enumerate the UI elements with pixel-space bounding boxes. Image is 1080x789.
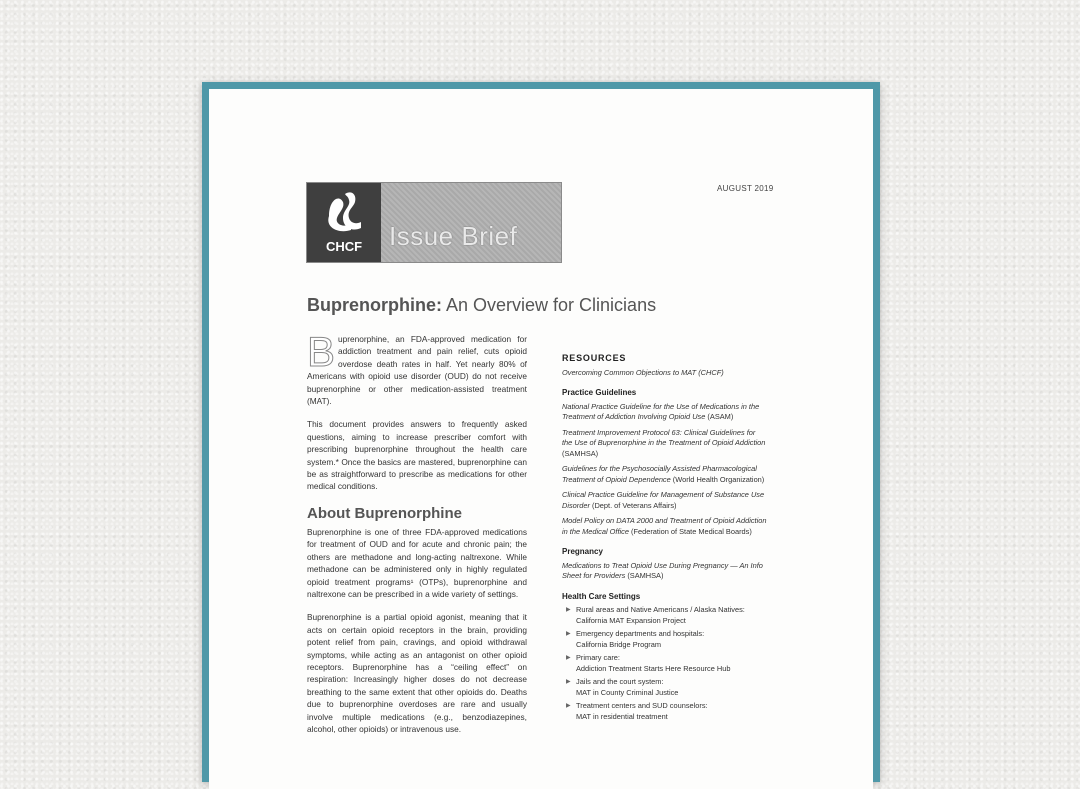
document-title [307,295,656,316]
setting-label: Primary care: [576,653,620,662]
setting-label: Treatment centers and SUD counselors: [576,701,708,710]
pregnancy-source: (SAMHSA) [625,571,664,580]
setting-resource: California Bridge Program [576,639,662,649]
settings-item[interactable] [562,677,767,698]
triangle-bullet-icon: ▶ [566,703,571,709]
section-heading: About Buprenorphine [307,504,462,522]
title-rest: An Overview for Clinicians [442,295,657,315]
practice-guidelines-heading: Practice Guidelines [562,388,637,397]
document-frame [202,82,880,782]
document-page [209,89,873,789]
guideline-item[interactable] [562,516,767,537]
triangle-bullet-icon: ▶ [566,679,571,685]
setting-resource: California MAT Expansion Project [576,615,686,625]
guideline-item[interactable] [562,428,767,460]
intro-text: uprenorphine, an FDA-approved medication for addiction treatment and pain relief, cuts opioid overdose death rates in half. Yet nearly 80% of Americans with opioid use disorder (OUD) do not receive buprenorphine or other medication-assisted treatment (MAT). [307,334,527,407]
chcf-logo-icon [321,188,367,234]
guideline-item[interactable] [562,402,767,423]
triangle-bullet-icon: ▶ [566,631,571,637]
purpose-paragraph: This document provides answers to frequently asked questions, aiming to increase prescriber comfort with prescribing buprenorphine throughout the health care system.* Once the basics are mastered, buprenorphine can be as straightforward to prescribe as medications for other medical conditions. [307,419,527,492]
settings-item[interactable] [562,605,767,626]
resource-intro: Overcoming Common Objections to MAT (CHCF) [562,367,724,377]
about-paragraph-2: Buprenorphine is a partial opioid agonist, meaning that it acts on certain opioid receptors in the brain, providing potent relief from pain, cravings, and opioid withdrawal symptoms, while acting as an antagonist on other opioid receptors. Buprenorphine has a “ceiling effect” on respiration: Increasingly higher doses do not decrease breathing to the same extent that other opioids do. Deaths due to buprenorphine overdoses are rare and usually involve multiple medications (e.g., benzodiazepines, alcohol, other opioids) or intravenous use. [307,612,527,734]
pregnancy-item[interactable] [562,561,767,582]
guideline-title: National Practice Guideline for the Use of Medications in the Treatment of Addiction Involving Opioid Use [562,401,760,421]
guideline-title: Guidelines for the Psychosocially Assisted Pharmacological Treatment of Opioid Dependence [562,464,757,484]
settings-item[interactable] [562,701,767,722]
guideline-source: (ASAM) [705,412,734,421]
setting-label: Rural areas and Native Americans / Alaska Natives: [576,605,745,614]
resource-link[interactable] [562,368,767,379]
guideline-source: (Federation of State Medical Boards) [628,526,752,536]
about-paragraph-1: Buprenorphine is one of three FDA-approved medications for treatment of OUD and for acute and chronic pain; the others are methadone and long-acting naltrexone. While methadone can be administered only in highly regulated opioid treatment programs¹ (OTPs), buprenorphine and naltrexone can be prescribed in a wide variety of settings. [307,526,527,599]
guideline-title: Clinical Practice Guideline for Management of Substance Use Disorder [562,490,765,510]
guideline-title: Treatment Improvement Protocol 63: Clinical Guidelines for the Use of Buprenorphine in the Treatment of Opioid Addiction [562,427,766,447]
guideline-title: Model Policy on DATA 2000 and Treatment of Opioid Addiction in the Medical Office [562,516,767,536]
settings-item[interactable] [562,629,767,650]
setting-resource: MAT in County Criminal Justice [576,687,679,697]
logo-text: CHCF [325,239,363,254]
guideline-item[interactable] [562,490,767,511]
issue-brief-label: Issue Brief [389,221,518,251]
guideline-item[interactable] [562,464,767,485]
pregnancy-title: Medications to Treat Opioid Use During Pregnancy — An Info Sheet for Providers [562,560,763,580]
settings-item[interactable] [562,653,767,674]
settings-heading: Health Care Settings [562,591,641,601]
guideline-source: (World Health Organization) [670,474,765,484]
triangle-bullet-icon: ▶ [566,655,571,661]
pregnancy-heading: Pregnancy [562,547,603,556]
drop-cap: B [307,328,336,375]
resources-heading: RESOURCES [562,353,627,363]
left-column [307,328,527,746]
setting-resource: MAT in residential treatment [576,711,668,721]
guideline-source: (SAMHSA) [562,448,599,458]
resources-sidebar [562,353,767,725]
setting-label: Jails and the court system: [576,677,664,686]
intro-paragraph [307,328,527,407]
title-bold: Buprenorphine: [307,295,442,315]
chcf-logo [307,183,381,262]
issue-brief-banner [306,182,562,263]
triangle-bullet-icon: ▶ [566,607,571,613]
setting-label: Emergency departments and hospitals: [576,629,705,638]
guideline-source: (Dept. of Veterans Affairs) [589,500,677,510]
publication-date: AUGUST 2019 [717,184,774,193]
setting-resource: Addiction Treatment Starts Here Resource Hub [576,663,731,673]
